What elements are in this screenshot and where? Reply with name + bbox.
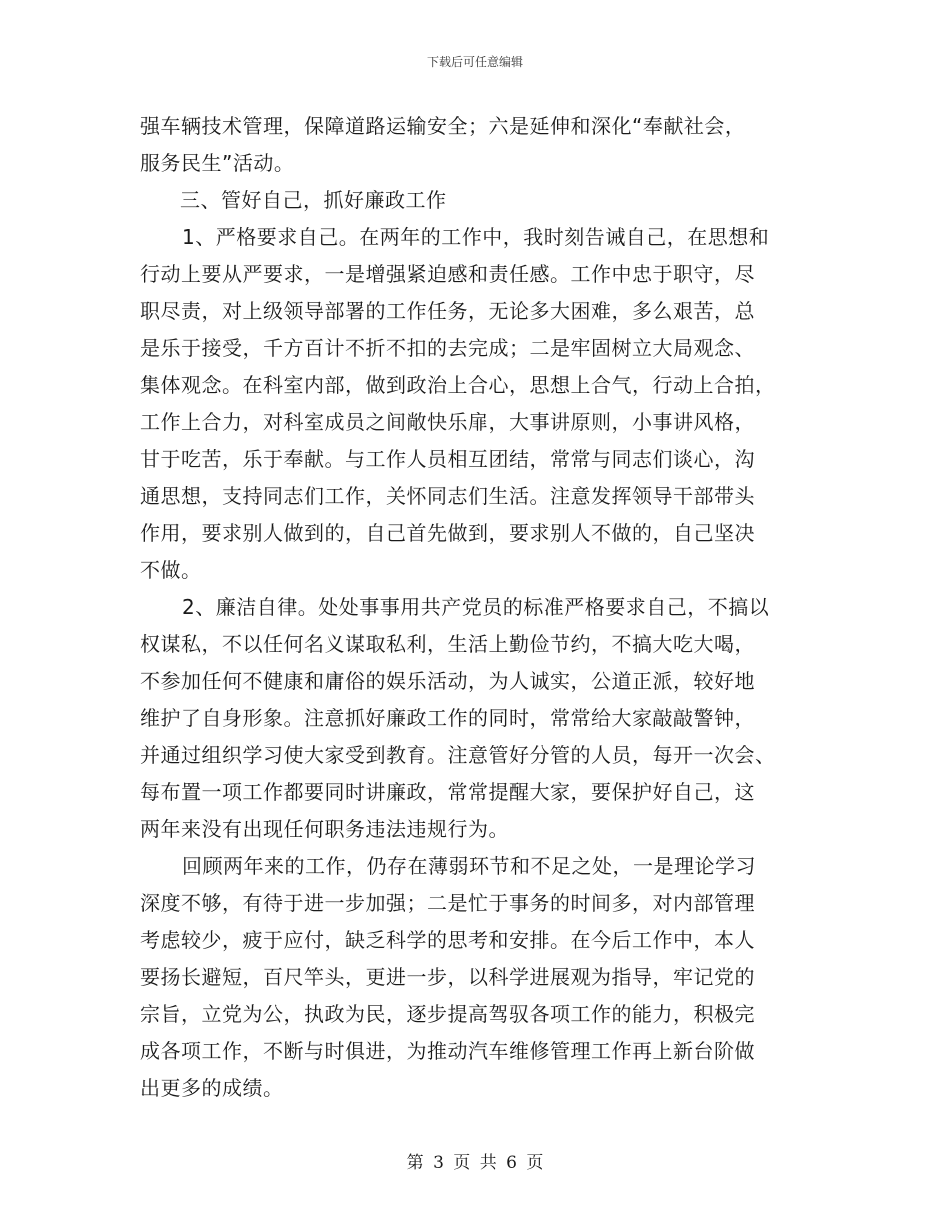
section-heading: 三、管好自己，抓好廉政工作 [180,188,447,212]
text-line: 职尽责，对上级领导部署的工作任务，无论多大困难，多么艰苦，总 [140,299,755,323]
text-line: 是乐于接受，千方百计不折不扣的去完成；二是牢固树立大局观念、 [140,336,755,360]
text-line: 考虑较少，疲于应付，缺乏科学的思考和安排。在今后工作中，本人 [140,928,755,952]
text-line: 工作上合力，对科室成员之间敞快乐扉，大事讲原则，小事讲风格， [140,410,755,434]
text-line: 通思想，支持同志们工作，关怀同志们生活。注意发挥领导干部带头 [140,484,755,508]
paragraph-start-line: 回顾两年来的工作，仍存在薄弱环节和不足之处，一是理论学习 [182,854,756,878]
page-number-footer: 第 3 页 共 6 页 [406,1153,544,1173]
text-line: 不做。 [140,558,202,582]
text-line: 宗旨，立党为公，执政为民，逐步提高驾驭各项工作的能力，积极完 [140,1002,755,1026]
document-body [140,108,825,1107]
text-line: 每布置一项工作都要同时讲廉政，常常提醒大家，要保护好自己，这 [140,780,755,804]
text-line: 集体观念。在科室内部，做到政治上合心，思想上合气，行动上合拍， [140,373,776,397]
text-line: 深度不够，有待于进一步加强；二是忙于事务的时间多，对内部管理 [140,891,755,915]
text-line: 行动上要从严要求，一是增强紧迫感和责任感。工作中忠于职守，尽 [140,262,755,286]
text-line: 成各项工作，不断与时俱进，为推动汽车维修管理工作再上新台阶做 [140,1039,755,1063]
text-line: 服务民生”活动。 [140,151,295,175]
text-line: 权谋私，不以任何名义谋取私利，生活上勤俭节约，不搞大吃大喝， [140,632,755,656]
paragraph-start-line: 2、廉洁自律。处处事事用共产党员的标准严格要求自己，不搞以 [182,595,770,619]
text-line: 作用，要求别人做到的，自己首先做到，要求别人不做的，自己坚决 [140,521,755,545]
text-line: 强车辆技术管理，保障道路运输安全；六是延伸和深化“奉献社会， [140,114,746,138]
text-line: 出更多的成绩。 [140,1076,284,1100]
text-line: 并通过组织学习使大家受到教育。注意管好分管的人员，每开一次会、 [140,743,776,767]
text-line: 两年来没有出现任何职务违法违规行为。 [140,817,509,841]
text-line: 不参加任何不健康和庸俗的娱乐活动，为人诚实，公道正派，较好地 [140,669,755,693]
page-header: 下载后可任意编辑 [426,55,523,69]
text-line: 甘于吃苦，乐于奉献。与工作人员相互团结，常常与同志们谈心，沟 [140,447,755,471]
text-line: 要扬长避短，百尺竿头，更进一步，以科学进展观为指导，牢记党的 [140,965,755,989]
text-line: 维护了自身形象。注意抓好廉政工作的同时，常常给大家敲敲警钟， [140,706,755,730]
paragraph-start-line: 1、严格要求自己。在两年的工作中，我时刻告诫自己，在思想和 [182,225,770,249]
